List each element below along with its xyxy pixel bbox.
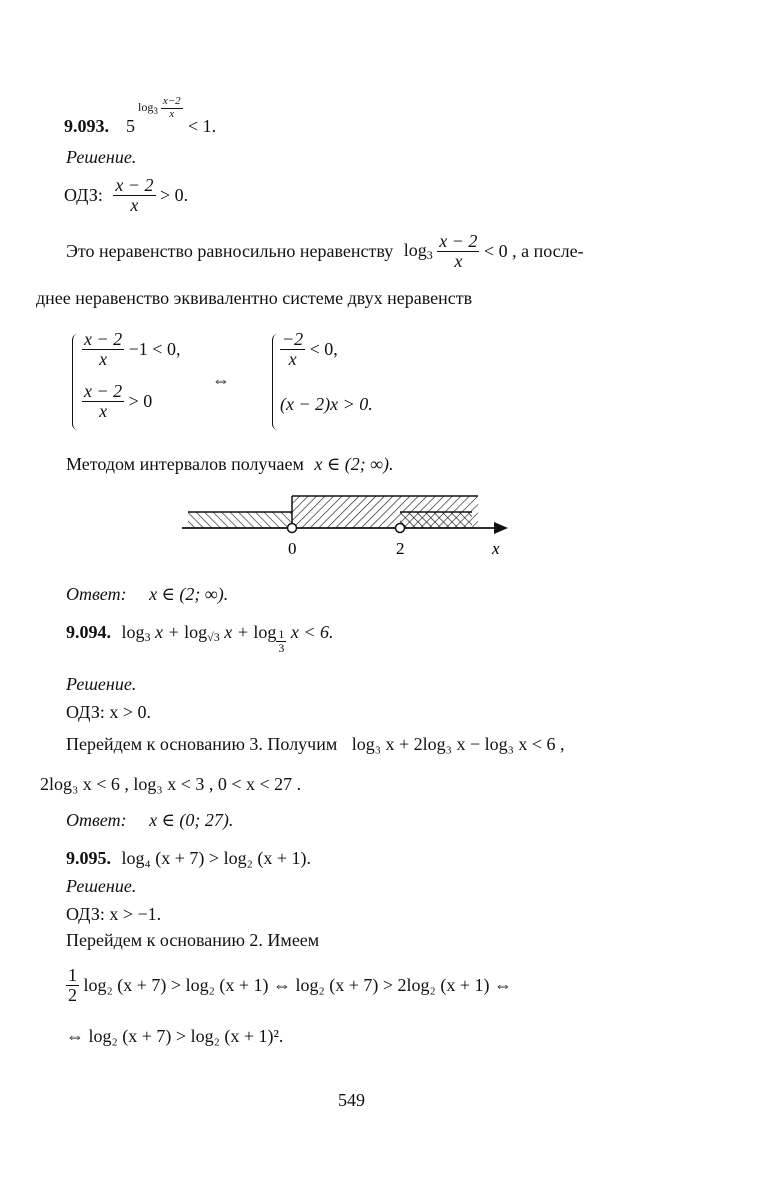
left-brace [72, 334, 79, 430]
number-line-diagram [180, 488, 520, 560]
problem-094-statement: 9.094. $\log_3 x + \log_{√3} x + \log$ $\frac{1}{3}$ x < 6. [66, 622, 334, 655]
page-number: 549 [338, 1090, 365, 1110]
exp-base: 5 [126, 116, 135, 136]
right-brace [272, 334, 279, 430]
system-right-row-2: (x − 2)x > 0. [280, 394, 373, 414]
open-point-2 [396, 524, 405, 533]
inequality-rhs: < 1. [188, 116, 217, 136]
odz-095: ОДЗ: x > −1. [66, 904, 162, 924]
answer-094: Ответ: x ∈ (0; 27). [66, 810, 234, 830]
paragraph-095-line-1: Перейдем к основанию 2. Имеем [66, 930, 320, 950]
paragraph-line-2: днее неравенство эквивалентно системе двух неравенств [36, 288, 473, 308]
axis-label-0: 0 [288, 539, 297, 558]
cross-hatched-region [400, 512, 472, 528]
solution-label: Решение. [66, 147, 137, 167]
solution-label: Решение. [66, 876, 137, 896]
equivalence-sign: ⇔ [212, 370, 230, 390]
open-point-0 [288, 524, 297, 533]
paragraph-094-line-1: Перейдем к основанию 3. Получим log₃ x + 2log₃ x − log₃ x < 6 , [66, 734, 565, 754]
problem-095-statement: 9.095. log₄ (x + 7) > log₂ (x + 1). [66, 848, 311, 868]
odz-093: ОДЗ: $\frac{x - 2}{x}$ > 0. [64, 175, 189, 215]
axis-label-x: x [492, 539, 500, 558]
intervals-line: Методом интервалов получаем x ∈ (2; ∞). [66, 454, 394, 474]
paragraph-094-line-2: 2log₃ x < 6 , log₃ x < 3 , 0 < x < 27 . [40, 774, 302, 794]
equation-095-2: ⇔ log₂ (x + 7) > log₂ (x + 1)². [66, 1026, 284, 1046]
exponent: $\log_3$ $\frac{x-2}{x}$ [138, 95, 181, 120]
axis-arrow [494, 522, 508, 534]
axis-label-2: 2 [396, 539, 405, 558]
answer-093: Ответ: x ∈ (2; ∞). [66, 584, 229, 604]
equation-095-1: $\frac{1}{2}$ log₂ (x + 7) > log₂ (x + 1) ⇔ log₂ (x + 7) > 2log₂ (x + 1) ⇔ [68, 965, 512, 1005]
system-left-row-1: $\frac{x - 2}{x}$ −1 < 0, [84, 329, 181, 369]
paragraph-line-1: Это неравенство равносильно неравенству $\log_3$ $\frac{x - 2}{x}$ < 0 , а после- [66, 231, 584, 271]
inequality-system [60, 329, 373, 434]
system-left-row-2: $\frac{x - 2}{x}$ > 0 [84, 381, 153, 421]
solution-label: Решение. [66, 674, 137, 694]
problem-number: 9.093. [64, 116, 109, 136]
odz-094: ОДЗ: x > 0. [66, 702, 151, 722]
system-right-row-1: $\frac{-2}{x}$ < 0, [282, 329, 338, 369]
left-hatched-region [188, 512, 292, 528]
